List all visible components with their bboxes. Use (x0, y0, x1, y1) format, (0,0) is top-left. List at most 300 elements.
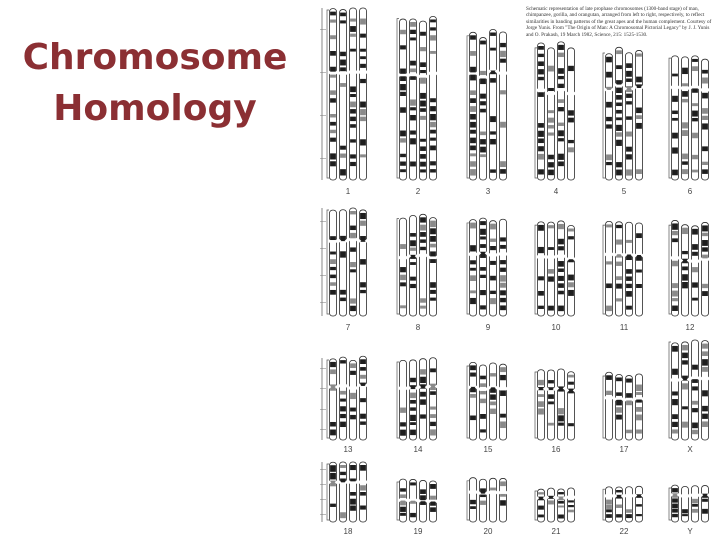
chromosome-band (480, 305, 486, 309)
chromosome-band (420, 414, 426, 418)
chromosome-number-label: 14 (413, 445, 423, 454)
chromosome-band (330, 384, 336, 390)
chromosome-band (430, 298, 436, 301)
chromosome-band (568, 66, 574, 71)
chromosome-band (470, 90, 476, 95)
chromosome-band (350, 363, 356, 368)
chromosome-group-1 (320, 8, 367, 180)
chromosome-band (548, 88, 554, 91)
chromosome-band (692, 423, 698, 429)
chromosome (606, 221, 613, 316)
chromosome-band (568, 147, 574, 152)
chromosome-band (672, 509, 678, 513)
chromosome-band (672, 118, 678, 121)
chromosome-band (330, 362, 336, 367)
chromosome-band (330, 114, 336, 117)
chromosome-band (410, 407, 416, 410)
chromosome-band (548, 276, 554, 281)
chromosome-band (500, 59, 506, 63)
chromosome-band (420, 217, 426, 222)
chromosome-band (410, 277, 416, 281)
chromosome-band (400, 305, 406, 308)
chromosome-band (400, 513, 406, 516)
chromosome-band (430, 259, 436, 263)
chromosome-band (480, 147, 486, 153)
chromosome-band (616, 276, 622, 280)
chromosome-band (400, 488, 406, 491)
chromosome-band (538, 380, 544, 385)
chromosome-band (340, 406, 346, 411)
chromosome-band (626, 269, 632, 274)
chromosome-band (350, 506, 356, 511)
chromosome-band (350, 34, 356, 37)
chromosome-band (400, 162, 406, 166)
chromosome-band (360, 359, 366, 364)
chromosome-band (330, 429, 336, 435)
chromosome-band (360, 282, 366, 287)
chromosome-band (350, 262, 356, 267)
chromosome-band (636, 108, 642, 114)
chromosome-band (340, 67, 346, 71)
chromosome (490, 29, 497, 180)
chromosome-band (490, 373, 496, 376)
chromosome-band (692, 103, 698, 106)
chromosome-band (470, 373, 476, 377)
chromosome-band (500, 500, 506, 505)
chromosome-band (500, 90, 506, 94)
chromosome-band (692, 111, 698, 117)
chromosome (430, 16, 437, 180)
chromosome-band (430, 51, 436, 54)
chromosome-band (430, 507, 436, 512)
chromosome-number-label: 11 (619, 323, 629, 332)
chromosome-band (616, 132, 622, 136)
chromosome-band (616, 80, 622, 84)
chromosome-band (330, 12, 336, 16)
chromosome-band (430, 130, 436, 134)
chromosome-band (616, 88, 622, 93)
chromosome-band (616, 240, 622, 245)
chromosome-band (330, 138, 336, 142)
chromosome-band (558, 497, 564, 501)
chromosome-band (350, 49, 356, 52)
chromosome-band (420, 369, 426, 374)
chromosome-band (636, 385, 642, 391)
chromosome-group-y (669, 485, 709, 522)
chromosome-band (400, 275, 406, 280)
chromosome-band (672, 504, 678, 509)
chromosome-group-12 (669, 220, 709, 316)
chromosome-band (606, 102, 612, 108)
chromosome-band (430, 114, 436, 120)
chromosome-band (430, 422, 436, 426)
chromosome-band (330, 75, 336, 78)
chromosome-band (568, 236, 574, 239)
chromosome-band (350, 86, 356, 92)
chromosome-band (410, 501, 416, 504)
chromosome-band (682, 130, 688, 136)
chromosome-band (548, 66, 554, 72)
chromosome-band (360, 398, 366, 402)
chromosome-band (350, 139, 356, 142)
chromosome-band (360, 64, 366, 68)
chromosome-number-label: 17 (619, 445, 629, 454)
chromosome-band (558, 224, 564, 229)
chromosome-band (558, 123, 564, 126)
chromosome-band (606, 261, 612, 264)
chromosome-band (350, 124, 356, 128)
chromosome-group-14 (397, 358, 437, 440)
chromosome-band (616, 140, 622, 146)
chromosome-band (400, 422, 406, 426)
chromosome-band (360, 56, 366, 59)
chromosome-band (490, 169, 496, 172)
chromosome-band (606, 509, 612, 512)
chromosome-band (702, 233, 708, 236)
chromosome-band (702, 351, 708, 356)
chromosome-band (702, 123, 708, 129)
chromosome-band (500, 275, 506, 281)
chromosome-band (558, 246, 564, 250)
chromosome-band (626, 147, 632, 152)
chromosome-band (360, 259, 366, 264)
chromosome-band (548, 394, 554, 399)
chromosome-band (606, 72, 612, 78)
group-bracket (467, 36, 469, 178)
chromosome-band (340, 60, 346, 66)
chromosome-band (330, 236, 336, 240)
chromosome-band (636, 494, 642, 498)
chromosome-band (330, 35, 336, 39)
chromosome-band (548, 306, 554, 311)
chromosome-band (548, 110, 554, 113)
chromosome-band (682, 251, 688, 254)
chromosome-band (692, 509, 698, 513)
chromosome-group-19 (397, 479, 437, 522)
chromosome-band (606, 375, 612, 380)
chromosome-band (626, 240, 632, 243)
chromosome-band (702, 255, 708, 259)
chromosome-band (480, 132, 486, 136)
chromosome-band (692, 133, 698, 139)
chromosome-band (330, 275, 336, 279)
chromosome-band (470, 500, 476, 504)
chromosome-band (616, 117, 622, 120)
chromosome-band (702, 225, 708, 231)
chromosome-band (410, 393, 416, 399)
group-bracket (535, 48, 537, 178)
chromosome-band (682, 83, 688, 86)
chromosome-band (470, 138, 476, 144)
chromosome-band (420, 399, 426, 404)
chromosome-band (682, 91, 688, 97)
chromosome-band (616, 170, 622, 176)
chromosome-band (420, 239, 426, 242)
chromosome (702, 486, 709, 522)
chromosome-band (626, 509, 632, 513)
chromosome-band (606, 500, 612, 505)
chromosome-band (558, 268, 564, 272)
chromosome-band (548, 125, 554, 128)
chromosome-band (702, 421, 708, 427)
chromosome-band (692, 365, 698, 370)
chromosome-band (538, 387, 544, 390)
chromosome-band (330, 290, 336, 295)
chromosome-band (490, 32, 496, 35)
chromosome-band (606, 117, 612, 121)
chromosome-band (500, 390, 506, 396)
chromosome-band (330, 282, 336, 286)
chromosome-band (568, 259, 574, 262)
chromosome-band (430, 221, 436, 227)
chromosome-band (480, 495, 486, 498)
chromosome-band (490, 139, 496, 144)
chromosome-band (702, 70, 708, 74)
chromosome-band (470, 35, 476, 39)
chromosome-band (606, 391, 612, 395)
chromosome-band (330, 481, 336, 487)
chromosome-band (400, 169, 406, 172)
chromosome-band (548, 155, 554, 160)
chromosome-band (470, 290, 476, 293)
chromosome-band (558, 161, 564, 166)
chromosome-band (568, 282, 574, 287)
chromosome-band (672, 429, 678, 433)
chromosome-band (568, 290, 574, 296)
chromosome-band (558, 107, 564, 111)
chromosome-band (480, 267, 486, 271)
chromosome-band (480, 391, 486, 394)
chromosome-band (558, 239, 564, 245)
chromosome-band (480, 221, 486, 225)
chromosome-band (500, 305, 506, 310)
chromosome-band (538, 77, 544, 80)
chromosome-band (430, 251, 436, 256)
chromosome-band (360, 290, 366, 293)
chromosome-band (616, 102, 622, 106)
chromosome-band (636, 284, 642, 288)
chromosome-band (420, 392, 426, 397)
chromosome-band (410, 422, 416, 425)
chromosome-band (330, 90, 336, 94)
chromosome-band (330, 422, 336, 427)
chromosome-band (672, 399, 678, 405)
chromosome-band (702, 344, 708, 349)
chromosome-band (626, 430, 632, 434)
chromosome-band (616, 400, 622, 406)
chromosome-band (490, 116, 496, 122)
chromosome-band (692, 88, 698, 92)
chromosome-band (538, 408, 544, 414)
chromosome-band (430, 145, 436, 150)
chromosome-band (400, 507, 406, 512)
chromosome-number-label: 2 (415, 187, 421, 196)
chromosome-band (410, 76, 416, 80)
chromosome-band (636, 407, 642, 412)
chromosome-band (410, 30, 416, 34)
chromosome-groups (320, 8, 709, 522)
chromosome-band (340, 169, 346, 175)
chromosome-band (692, 401, 698, 405)
chromosome-band (410, 233, 416, 237)
chromosome-band (350, 371, 356, 375)
chromosome-band (360, 117, 366, 121)
chromosome-band (500, 414, 506, 418)
chromosome-band (636, 430, 642, 434)
chromosome-band (606, 504, 612, 508)
chromosome-band (500, 268, 506, 272)
chromosome-band (606, 283, 612, 288)
chromosome-band (672, 291, 678, 297)
chromosome-band (616, 392, 622, 396)
chromosome-band (692, 170, 698, 173)
chromosome-band (470, 298, 476, 304)
group-bracket (327, 360, 329, 438)
chromosome-band (400, 45, 406, 49)
chromosome-group-13 (320, 356, 367, 440)
chromosome-band (558, 138, 564, 141)
chromosome-band (500, 161, 506, 167)
chromosome-band (490, 394, 496, 399)
chromosome-band (340, 154, 346, 158)
chromosome-band (420, 232, 426, 237)
chromosome-band (692, 229, 698, 235)
chromosome-band (480, 429, 486, 432)
chromosome-band (616, 407, 622, 413)
chromosome-band (430, 407, 436, 410)
chromosome-group-10 (535, 221, 575, 316)
group-bracket (669, 488, 671, 520)
chromosome-band (548, 423, 554, 426)
chromosome-band (420, 495, 426, 500)
chromosome-band (410, 385, 416, 389)
chromosome-band (682, 154, 688, 160)
chromosome-band (558, 291, 564, 295)
chromosome-band (548, 401, 554, 404)
chromosome-band (548, 225, 554, 228)
chromosome-band (330, 161, 336, 166)
chromosome-band (420, 169, 426, 172)
chromosome-band (400, 69, 406, 74)
group-bracket (397, 19, 399, 178)
chromosome-band (606, 57, 612, 63)
chromosome-band (636, 123, 642, 129)
chromosome-band (350, 226, 356, 230)
chromosome-band (350, 162, 356, 166)
chromosome-band (360, 367, 366, 371)
chromosome-band (538, 306, 544, 309)
chromosome-band (636, 169, 642, 174)
chromosome (548, 488, 555, 522)
chromosome-band (330, 369, 336, 374)
chromosome-band (490, 78, 496, 83)
chromosome-band (538, 247, 544, 253)
chromosome-band (558, 306, 564, 312)
chromosome-band (626, 116, 632, 119)
chromosome-band (480, 383, 486, 387)
chromosome-band (350, 109, 356, 113)
chromosome-band (558, 84, 564, 88)
chromosome-band (410, 68, 416, 72)
chromosome-band (616, 514, 622, 517)
chromosome-band (330, 122, 336, 126)
chromosome-band (548, 500, 554, 504)
chromosome-band (400, 430, 406, 436)
chromosome-band (672, 298, 678, 301)
chromosome-band (410, 22, 416, 27)
chromosome-band (330, 252, 336, 255)
chromosome-band (470, 51, 476, 56)
chromosome-band (480, 41, 486, 45)
chromosome-band (480, 154, 486, 157)
chromosome-band (490, 409, 496, 414)
chromosome-band (702, 162, 708, 165)
chromosome-band (636, 400, 642, 403)
chromosome-band (430, 161, 436, 165)
chromosome-band (360, 485, 366, 490)
chromosome-band (692, 59, 698, 62)
chromosome-band (702, 499, 708, 502)
chromosome-number-label: 21 (551, 527, 561, 536)
chromosome-band (636, 392, 642, 395)
chromosome-band (672, 488, 678, 492)
chromosome-band (500, 51, 506, 57)
chromosome-band (702, 240, 708, 246)
chromosome-band (682, 266, 688, 270)
chromosome-band (548, 132, 554, 135)
chromosome-band (702, 169, 708, 174)
chromosome-band (490, 488, 496, 491)
chromosome-band (420, 32, 426, 36)
chromosome-band (430, 169, 436, 172)
chromosome-band (430, 106, 436, 111)
chromosome-band (350, 408, 356, 412)
chromosome-band (672, 133, 678, 139)
chromosome-number-label: 4 (553, 187, 559, 196)
chromosome-band (340, 472, 346, 475)
chromosome-band (538, 123, 544, 128)
chromosome-band (692, 379, 698, 383)
chromosome-band (420, 146, 426, 151)
chromosome-band (606, 162, 612, 165)
chromosome-band (702, 414, 708, 419)
chromosome-band (500, 237, 506, 241)
group-bracket (535, 372, 537, 438)
chromosome-band (548, 380, 554, 383)
chromosome-band (350, 233, 356, 238)
group-bracket (467, 366, 469, 438)
chromosome-band (538, 69, 544, 74)
chromosome-band (360, 154, 366, 157)
chromosome-band (430, 368, 436, 372)
chromosome-band (626, 71, 632, 77)
chromosome-number-label: Y (687, 527, 693, 536)
chromosome-band (672, 493, 678, 498)
chromosome-band (470, 122, 476, 128)
chromosome-band (558, 130, 564, 136)
chromosome-band (420, 306, 426, 309)
chromosome-band (420, 162, 426, 167)
chromosome-band (626, 291, 632, 297)
chromosome-band (500, 122, 506, 128)
chromosome-band (470, 130, 476, 134)
group-bracket (603, 225, 605, 314)
chromosome-band (538, 131, 544, 137)
chromosome-band (672, 96, 678, 102)
chromosome-band (430, 496, 436, 500)
chromosome-band (692, 386, 698, 390)
chromosome-band (410, 115, 416, 120)
